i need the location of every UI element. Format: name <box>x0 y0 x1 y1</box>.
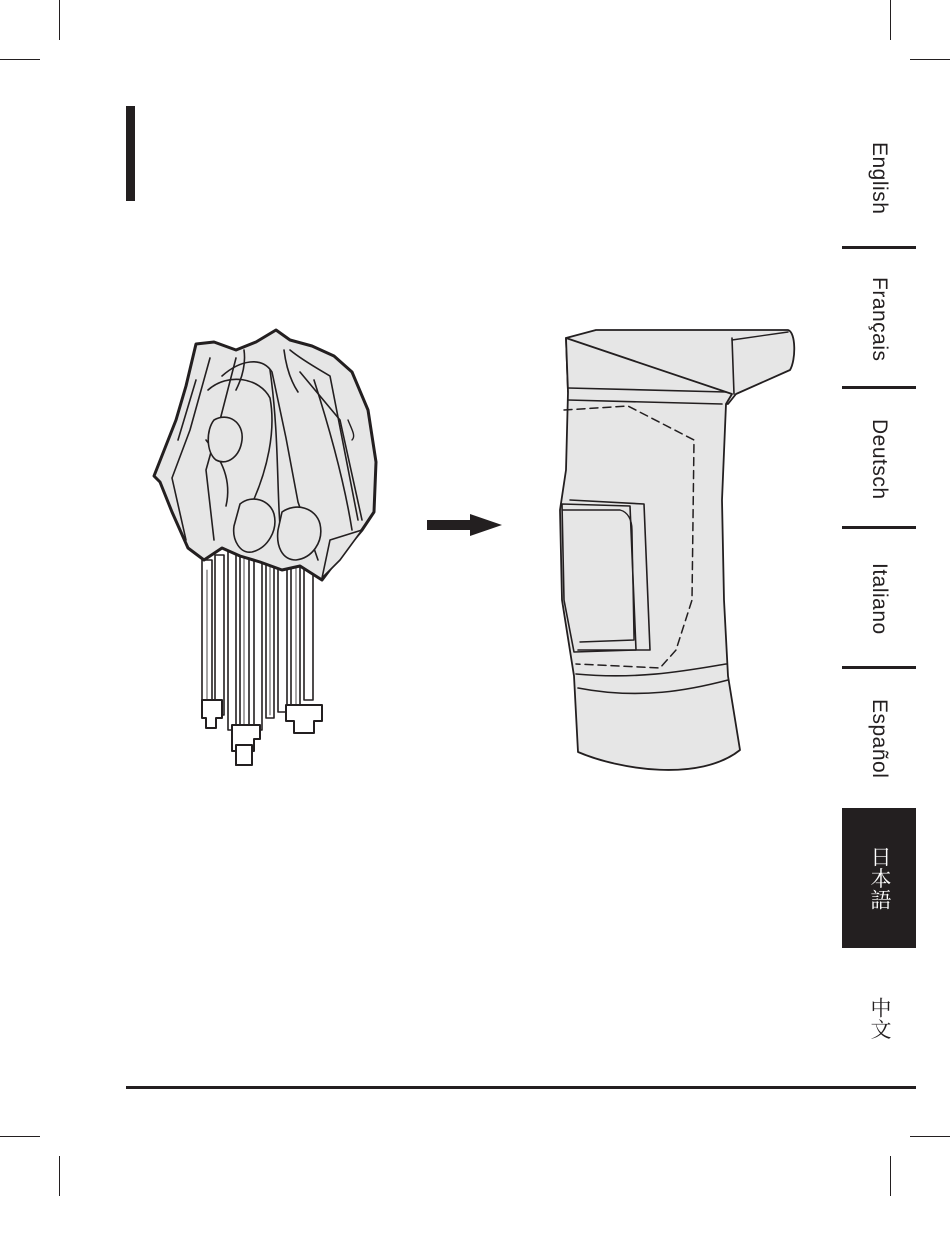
folded-canopy-frame <box>154 330 376 765</box>
tab-label: 中文 <box>868 996 891 1040</box>
tab-label: Deutsch <box>868 418 891 500</box>
carry-bag <box>560 330 794 770</box>
right-arrow-icon <box>427 514 502 536</box>
tab-italian[interactable] <box>842 529 916 669</box>
tab-chinese[interactable] <box>842 948 916 1088</box>
tab-german[interactable] <box>842 389 916 529</box>
tab-label: Español <box>868 699 891 779</box>
tab-japanese[interactable] <box>842 808 916 948</box>
tab-label: Italiano <box>868 563 891 635</box>
tab-label: Français <box>868 276 891 362</box>
tab-label: 日本語 <box>868 845 891 911</box>
tab-english[interactable] <box>842 108 916 248</box>
tab-french[interactable] <box>842 249 916 389</box>
footer-rule <box>126 1086 916 1089</box>
tab-spanish[interactable] <box>842 669 916 809</box>
tab-label: English <box>868 141 891 215</box>
